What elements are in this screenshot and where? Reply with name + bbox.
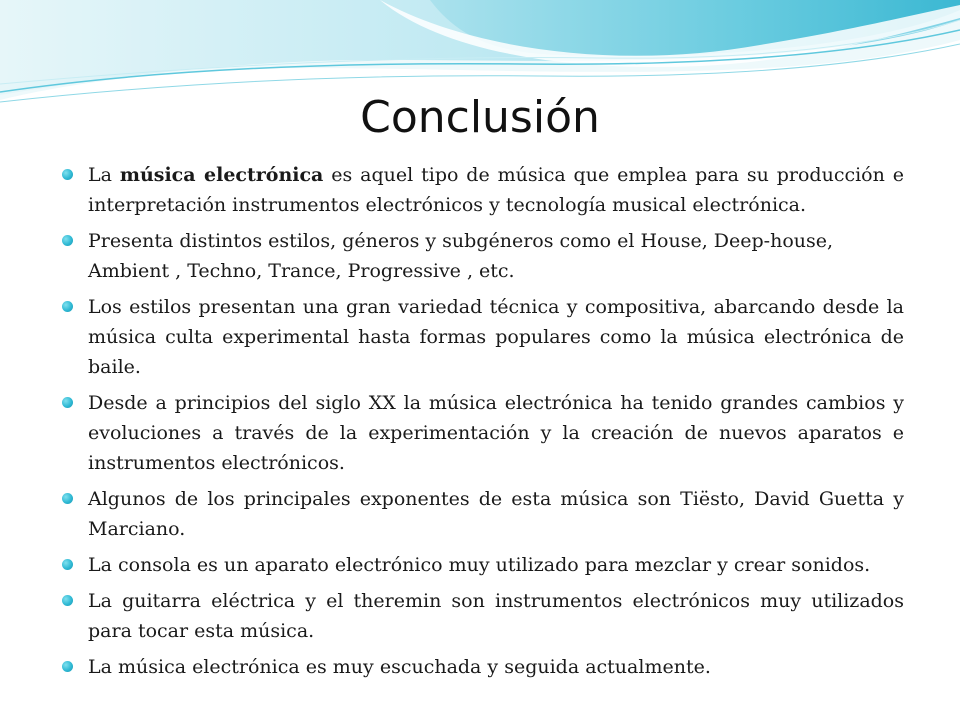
bullet-dot-icon xyxy=(62,595,73,606)
bullet-text: Presenta distintos estilos, géneros y subgéneros como el House, Deep-house, Ambient , Techno, Trance, Progressive , etc. xyxy=(88,230,834,282)
bullet-item xyxy=(62,652,904,682)
bullet-dot-icon xyxy=(62,397,73,408)
bullet-dot-icon xyxy=(62,661,73,672)
bullet-dot-icon xyxy=(62,169,73,180)
bullet-dot-icon xyxy=(62,493,73,504)
slide-title: Conclusión xyxy=(360,92,600,143)
bullet-item xyxy=(62,484,904,544)
bullet-text-bold: música electrónica xyxy=(119,164,324,186)
bullet-item xyxy=(62,586,904,646)
bullet-text: La música electrónica es muy escuchada y seguida actualmente. xyxy=(88,656,711,678)
bullet-item xyxy=(62,226,904,286)
bullet-text: La guitarra eléctrica y el theremin son instrumentos electrónicos muy utilizados para tocar esta música. xyxy=(88,590,904,642)
bullet-text-before: La xyxy=(88,164,120,186)
bullet-dot-icon xyxy=(62,301,73,312)
bullet-text-after: es aquel tipo de música que emplea para su producción e interpretación instrumentos electrónicos y tecnología musical electrónica. xyxy=(88,164,905,216)
bullet-item xyxy=(62,292,904,382)
bullet-item xyxy=(62,550,904,580)
bullet-list xyxy=(62,160,904,688)
bullet-item xyxy=(62,160,904,220)
bullet-text: Desde a principios del siglo XX la música electrónica ha tenido grandes cambios y evoluciones a través de la experimentación y la creación de nuevos aparatos e instrumentos electrónicos. xyxy=(88,392,904,474)
bullet-text: La consola es un aparato electrónico muy utilizado para mezclar y crear sonidos. xyxy=(88,554,871,576)
bullet-dot-icon xyxy=(62,559,73,570)
bullet-text: Algunos de los principales exponentes de esta música son Tiësto, David Guetta y Marciano. xyxy=(88,488,904,540)
bullet-dot-icon xyxy=(62,235,73,246)
bullet-text: Los estilos presentan una gran variedad técnica y compositiva, abarcando desde la música culta experimental hasta formas populares como la música electrónica de baile. xyxy=(88,296,904,378)
bullet-item xyxy=(62,388,904,478)
